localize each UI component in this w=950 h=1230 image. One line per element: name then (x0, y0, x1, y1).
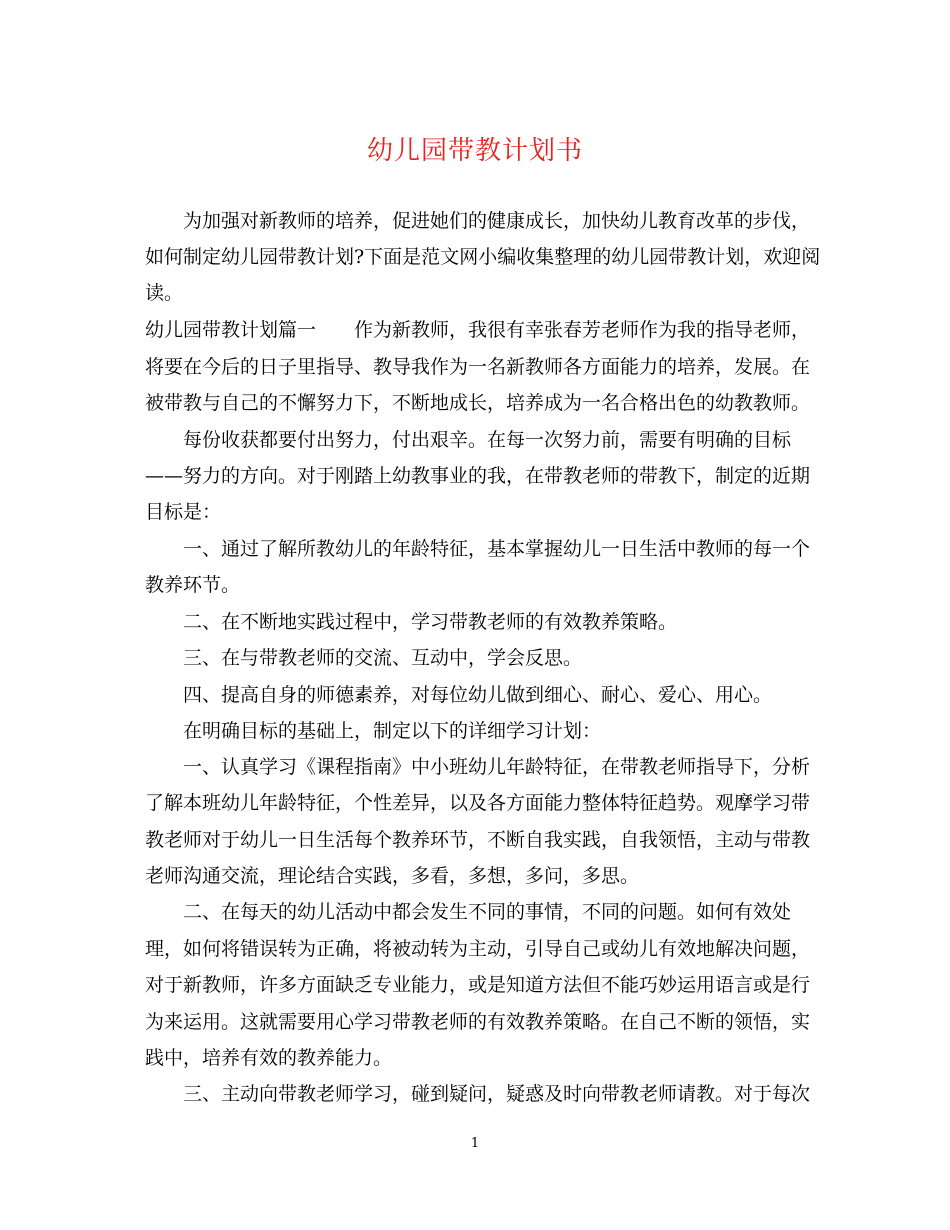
body-line: ——努力的方向。对于刚踏上幼教事业的我，在带教老师的带教下，制定的近期 (145, 465, 811, 487)
body-line: 每份收获都要付出努力，付出艰辛。在每一次努力前，需要有明确的目标 (145, 429, 792, 451)
body-line: 读。 (145, 282, 184, 304)
body-line: 二、在不断地实践过程中，学习带教老师的有效教养策略。 (145, 611, 678, 633)
body-line: 将要在今后的日子里指导、教导我作为一名新教师各方面能力的培养，发展。在 (145, 356, 811, 378)
body-line: 三、主动向带教老师学习，碰到疑问，疑惑及时向带教老师请教。对于每次 (145, 1083, 811, 1105)
body-line: 被带教与自己的不懈努力下，不断地成长，培养成为一名合格出色的幼教教师。 (145, 392, 811, 414)
body-line: 在明确目标的基础上，制定以下的详细学习计划： (145, 720, 602, 742)
body-line: 三、在与带教老师的交流、互动中，学会反思。 (145, 647, 583, 669)
body-line: 如何制定幼儿园带教计划?下面是范文网小编收集整理的幼儿园带教计划，欢迎阅 (145, 246, 821, 268)
body-line: 对于新教师，许多方面缺乏专业能力，或是知道方法但不能巧妙运用语言或是行 (145, 974, 811, 996)
body-line: 为加强对新教师的培养，促进她们的健康成长，加快幼儿教育改革的步伐， (145, 210, 811, 232)
document-title: 幼儿园带教计划书 (366, 136, 583, 166)
body-line: 践中，培养有效的教养能力。 (145, 1047, 393, 1069)
body-line: 二、在每天的幼儿活动中都会发生不同的事情，不同的问题。如何有效处 (145, 901, 792, 923)
page-number: 1 (470, 1136, 480, 1151)
body-line: 幼儿园带教计划篇一 作为新教师，我很有幸张春芳老师作为我的指导老师， (145, 319, 811, 341)
body-line: 为来运用。这就需要用心学习带教老师的有效教养策略。在自己不断的领悟，实 (145, 1011, 811, 1033)
body-line: 了解本班幼儿年龄特征，个性差异，以及各方面能力整体特征趋势。观摩学习带 (145, 792, 811, 814)
body-line: 目标是： (145, 501, 222, 523)
body-line: 老师沟通交流，理论结合实践，多看，多想，多问，多思。 (145, 865, 640, 887)
body-line: 理，如何将错误转为正确，将被动转为主动，引导自己或幼儿有效地解决问题， (145, 938, 811, 960)
body-line: 教老师对于幼儿一日生活每个教养环节，不断自我实践，自我领悟，主动与带教 (145, 829, 811, 851)
body-line: 教养环节。 (145, 574, 241, 596)
body-line: 一、通过了解所教幼儿的年龄特征，基本掌握幼儿一日生活中教师的每一个 (145, 538, 811, 560)
body-line: 四、提高自身的师德素养，对每位幼儿做到细心、耐心、爱心、用心。 (145, 684, 773, 706)
body-line: 一、认真学习《课程指南》中小班幼儿年龄特征，在带教老师指导下，分析 (145, 756, 811, 778)
